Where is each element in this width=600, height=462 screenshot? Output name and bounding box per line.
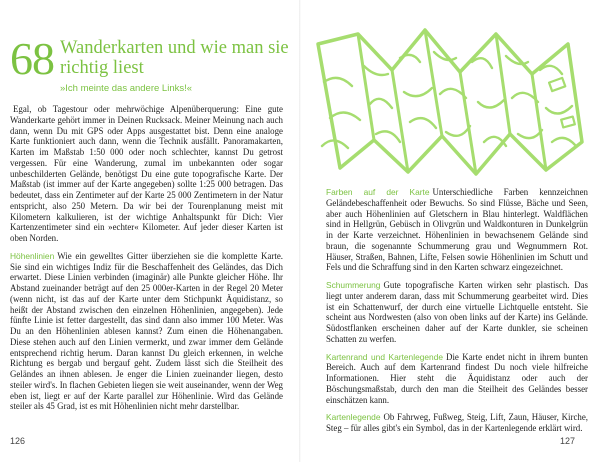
chapter-title: Wanderkarten und wie man sie richtig liest: [60, 38, 289, 78]
page-number-left: 126: [10, 436, 26, 446]
page-number-right: 127: [560, 436, 576, 446]
paragraph: [326, 412, 588, 434]
paragraph-keyword: Farben auf der Karte: [326, 187, 430, 197]
paragraph-text: Ob Fahrweg, Fußweg, Steig, Lift, Zaun, Häuser, Kirche, Steg – für alles gibt's ein Symbol, das in der Kartenlegende erklärt wird.: [326, 412, 588, 433]
paragraph-keyword: Höhenlinien: [10, 250, 55, 261]
paragraph-text: Gute topografische Karten wirken sehr plastisch. Das liegt unter anderem daran, dass mit Schummerung gearbeitet wird. Dies ist ein Schattenwurf, der durch eine virtuelle Lichtquelle entsteht. Sie scheint aus Nordwesten (also von oben links auf der Karte) ins Gelände. Südostflanken erscheinen daher auf der Karte dunkler, sie scheinen Schatten zu werfen.: [326, 280, 588, 344]
paragraph-text: Egal, ob Tagestour oder mehrwöchige Alpenüberquerung: Eine gute Wanderkarte gehört immer in Deinen Rucksack. Meiner Meinung nach auch dann, wenn Du mit GPS oder Apps ausgestattet bist. Denn eine analoge Karte funktioniert auch dann, wenn die Technik ausfällt. Panoramakarten, Karten im Maßstab 1:50 000 oder noch schlechter, kannst Du getrost vergessen. Für eine Wanderung, zumal im unbekannten oder sogar unbeschilderten Gelände, benötigst Du eine gute topografische Karte. Der Maßstab (ist immer auf der Karte angegeben) sollte 1:25 000 betragen. Das bedeutet, dass ein Zentimeter auf der Karte 25 000 Zentimetern in der Natur entspricht, also 250 Metern. Da wir bei der Tourenplanung meist mit Kilometern kalkulieren, ist der wichtige Anhaltspunkt für Dich: Vier Kartenzentimeter sind ein »echter« Kilometer. Auf jeder dieser Karten ist oben Norden.: [10, 104, 283, 243]
paragraph-keyword: Schummerung: [326, 280, 381, 290]
chapter-subtitle: »Ich meinte das andere Links!«: [60, 83, 193, 94]
paragraph-keyword: Kartenlegende: [326, 412, 381, 423]
paragraph-text: Die Karte endet nicht in ihrem bunten Bereich. Auch auf dem Kartenrand findest Du noch viele hilfreiche Informationen. Hier steht die Äquidistanz oder auch der Böschungsmaßstab, durch den man die Steilheit des Geländes besser einschätzen kann.: [326, 351, 588, 405]
paragraph-keyword: Kartenrand und Kartenlegende: [326, 351, 444, 362]
paragraph: [10, 251, 283, 412]
paragraph: [326, 187, 588, 273]
paragraph: [326, 280, 588, 345]
paragraph-text: Unterschiedliche Farben kennzeichnen Geländebeschaffenheit oder Bewuchs. So sind Flüsse, Bäche und Seen, aber auch Höhenlinien auf Gletschern in Blau hinterlegt. Waldflächen sind in Hellgrün, Gebüsch in Olivgrün und Waldkonturen in Dunkelgrün in der Karte verzeichnet. Höhenlinien in bewachsenem Gelände sind braun, die sogenannte Schummerung grau und Wegnummern Rot. Häuser, Straßen, Bahnen, Lifte, Felsen sowie Höhenlinien im Schutt und Fels und die Schraffung sind in den Karten schwarz eingezeichnet.: [326, 187, 588, 273]
left-body-text: [10, 104, 283, 419]
chapter-number: 68: [10, 33, 54, 84]
folded-map-icon: [300, 22, 600, 184]
paragraph: [10, 104, 283, 244]
paragraph: [326, 352, 588, 406]
right-body-text: [326, 187, 588, 441]
paragraph-text: Wie ein gewelltes Gitter überziehen sie die komplette Karte. Sie sind ein wichtiges Indiz für die Beschaffenheit des Geländes, das Dich erwartet. Diese Linien verbinden (imaginär) alle Punkte gleicher Höhe. Ihr Abstand zueinander beträgt auf den 25 000er-Karten in der Regel 20 Meter (wenn nicht, ist das auf der Karte unter dem Stichpunkt Äquidistanz, so heißt der Abstand zwischen den einzelnen Höhenlinien, angegeben). Jede fünfte Linie ist fetter dargestellt, das sind dann also immer 100 Meter. Was Du an den Höhenlinien ablesen kannst? Zum einen die Höhenangaben. Diese stehen auch auf den Linien vermerkt, und zwar immer dem Gelände entsprechend richtig herum. Daran kannst Du gleich erkennen, in welche Richtung es bergab und bergauf geht. Zudem lässt sich die Steilheit des Geländes an ihnen ablesen. Je enger die Linien zueinander liegen, desto steiler wird's. In flachen Gebieten liegen sie weit auseinander, wenn der Weg eben ist, liegt er auf der Karte parallel zur Höhenlinie. Wird das Gelände steiler als 45 Grad, ist es mit Höhenlinien nicht mehr darstellbar.: [10, 250, 283, 412]
